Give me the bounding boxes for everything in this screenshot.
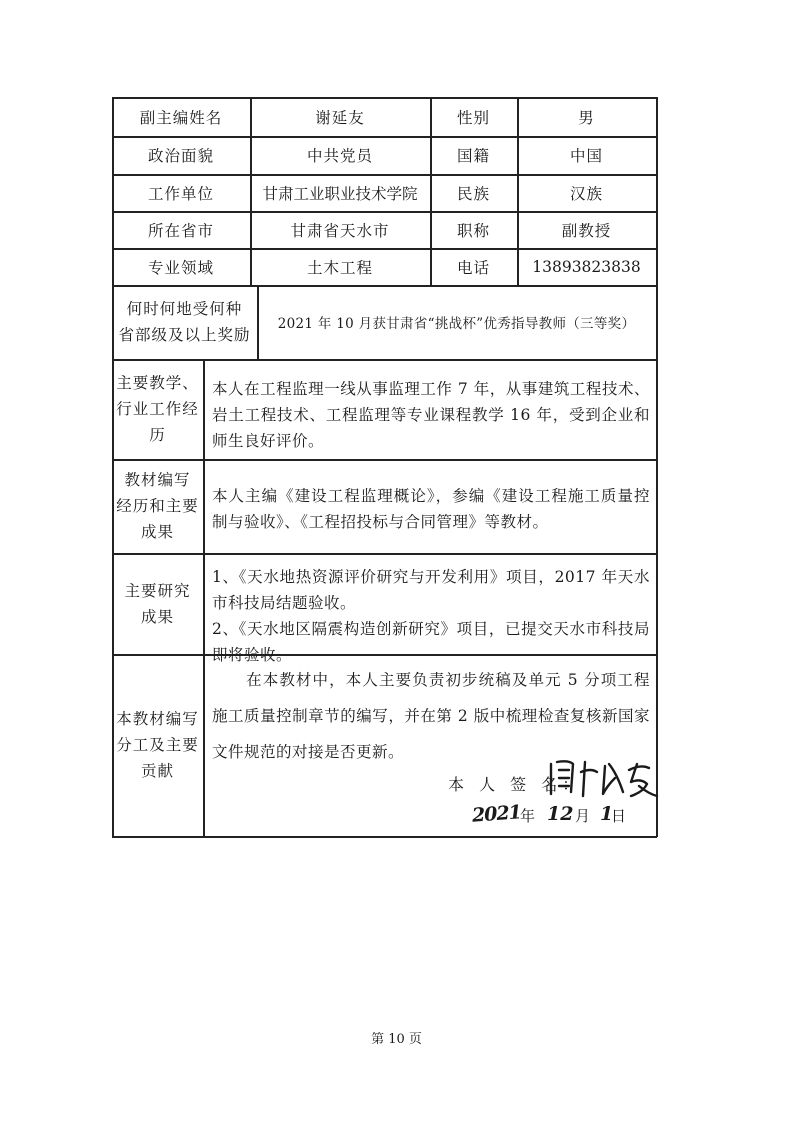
label-nationality: 国籍 — [456, 147, 490, 165]
label-textbooks-line: 成果 — [140, 523, 174, 541]
label-phone: 电话 — [456, 258, 490, 277]
date-month-label: 月 — [575, 807, 591, 825]
date-year: 2021 — [471, 801, 522, 827]
label-ethnicity: 民族 — [456, 184, 490, 203]
label-province: 所在省市 — [147, 221, 214, 240]
date-year-label: 年 — [520, 807, 536, 825]
value-phone: 13893823838 — [532, 257, 641, 276]
date-day: 1 — [600, 803, 614, 825]
value-nationality: 中国 — [569, 147, 603, 165]
label-gender: 性别 — [456, 108, 490, 127]
table-border-bottom — [112, 836, 657, 838]
label-workplace: 工作单位 — [147, 184, 214, 203]
value-field: 土木工程 — [306, 258, 373, 277]
value-gender: 男 — [578, 108, 595, 127]
date-month: 12 — [547, 803, 574, 825]
value-contribution: 在本教材中，本人主要负责初步统稿及单元 5 分项工程施工质量控制章节的编写，并在第 2 版中梳理检查复核新国家文件规范的对接是否更新。 — [212, 671, 650, 761]
col-divider — [203, 359, 205, 837]
handwritten-signature — [545, 756, 665, 800]
label-field: 专业领域 — [147, 258, 214, 277]
research-item: 2、《天水地区隔震构造创新研究》项目，已提交天水市科技局即将验收。 — [212, 620, 650, 664]
label-contribution — [112, 654, 203, 836]
value-title: 副教授 — [561, 221, 612, 240]
label-research-line: 主要研究 — [124, 581, 191, 600]
signature-label: 本 人 签 名： — [448, 775, 584, 794]
value-workplace: 甘肃工业职业技术学院 — [262, 184, 418, 203]
label-textbooks-line: 经历和主要 — [116, 497, 199, 515]
label-award-line: 省部级及以上奖励 — [118, 326, 251, 344]
value-province: 甘肃省天水市 — [290, 221, 390, 240]
label-experience-line: 历 — [149, 426, 166, 444]
value-political: 中共党员 — [306, 147, 373, 165]
label-experience-line: 行业工作经 — [116, 400, 199, 418]
page-number: 第 10 页 — [371, 1032, 422, 1047]
label-contribution-line: 本教材编写 — [116, 710, 199, 728]
table-border-right — [656, 97, 658, 837]
label-research — [112, 553, 203, 654]
label-contribution-line: 贡献 — [140, 762, 174, 780]
label-award — [112, 285, 257, 359]
label-contribution-line: 分工及主要 — [116, 736, 199, 754]
label-experience-line: 主要教学、 — [116, 374, 199, 392]
value-name: 谢延友 — [315, 108, 365, 127]
label-textbooks-line: 教材编写 — [124, 471, 191, 489]
value-award: 2021 年 10 月获甘肃省“挑战杯”优秀指导教师（三等奖） — [277, 316, 636, 332]
research-item: 1、《天水地热资源评价研究与开发利用》项目，2017 年天水市科技局结题验收。 — [212, 568, 650, 612]
label-title: 职称 — [456, 221, 490, 240]
value-textbooks: 本人主编《建设工程监理概论》，参编《建设工程施工质量控制与验收》、《工程招投标与合同管理》等教材。 — [212, 487, 650, 531]
date-day-label: 日 — [611, 807, 627, 825]
value-research — [212, 564, 650, 668]
label-name: 副主编姓名 — [139, 108, 223, 127]
label-textbooks — [112, 459, 203, 553]
label-research-line: 成果 — [140, 607, 174, 626]
value-ethnicity: 汉族 — [569, 184, 603, 203]
label-political: 政治面貌 — [147, 147, 214, 165]
label-experience — [112, 359, 203, 459]
label-award-line: 何时何地受何种 — [126, 300, 243, 318]
value-experience: 本人在工程监理一线从事监理工作 7 年，从事建筑工程技术、岩土工程技术、工程监理等专业课程教学 16 年，受到企业和师生良好评价。 — [212, 380, 650, 450]
